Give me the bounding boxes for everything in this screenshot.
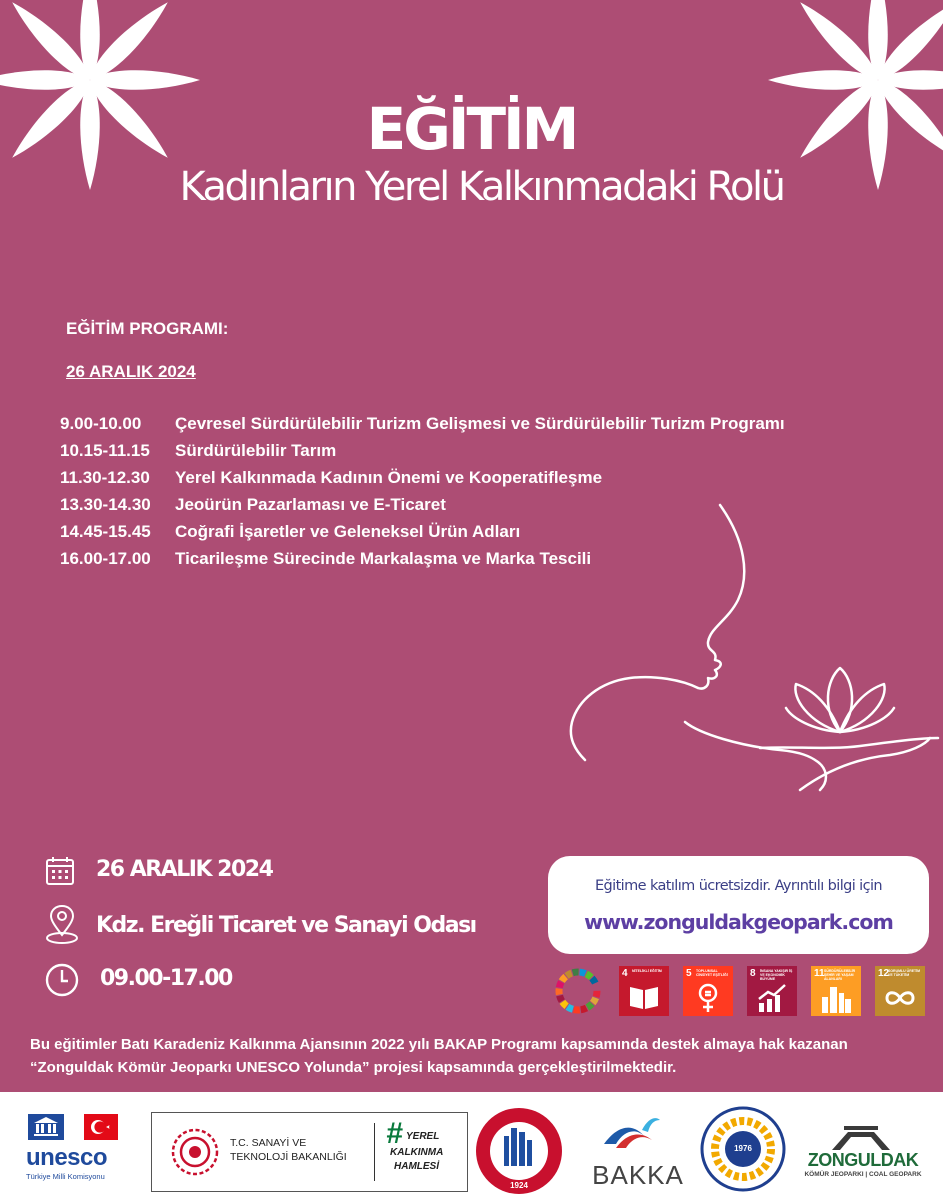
- chamber-year: 1976: [734, 1144, 752, 1153]
- bakka-wave-icon: [602, 1114, 662, 1154]
- unesco-subtitle: Türkiye Milli Komisyonu: [26, 1172, 105, 1181]
- hashtag-logo: # YEREL KALKINMA HAMLESİ: [386, 1117, 444, 1172]
- program-date: 26 ARALIK 2024: [66, 362, 196, 381]
- city-icon: [820, 983, 852, 1013]
- info-box-text: Eğitime katılım ücretsizdir. Ayrıntılı bilgi için: [595, 878, 882, 894]
- unesco-logo: [26, 1114, 121, 1182]
- session-time: 14.45-15.45: [60, 522, 151, 541]
- page-subtitle: Kadınların Yerel Kalkınmadaki Rolü: [179, 164, 784, 210]
- sdg-goal-4: 4 NİTELİKLİ EĞİTİM: [619, 966, 669, 1016]
- infinity-icon: [884, 983, 916, 1013]
- session-time: 13.30-14.30: [60, 495, 151, 514]
- gender-icon: [692, 983, 724, 1013]
- ministry-name-line2: TEKNOLOJİ BAKANLIĞI: [230, 1151, 347, 1163]
- info-hours-text: 09.00-17.00: [100, 966, 232, 991]
- growth-chart-icon: [756, 983, 788, 1013]
- sdg-goal-8: 8 İNSANA YAKIŞIR İŞ VE EKONOMİK BÜYÜME: [747, 966, 797, 1016]
- info-location-text: Kdz. Ereğli Ticaret ve Sanayi Odası: [96, 913, 476, 938]
- title-block: [0, 96, 943, 212]
- session-topic: Coğrafi İşaretler ve Geleneksel Ürün Adları: [175, 522, 521, 541]
- sdg-wheel-icon: [553, 966, 603, 1016]
- sdg-goal-11: 11 SÜRDÜRÜLEBİLİR ŞEHİR VE YAŞAM ALANLARI: [811, 966, 861, 1016]
- geopark-mine-icon: [826, 1126, 896, 1150]
- clock-icon: [44, 962, 80, 998]
- sdg-icons-row: [553, 966, 933, 1016]
- session-time: 16.00-17.00: [60, 549, 151, 568]
- session-time: 11.30-12.30: [60, 468, 150, 487]
- geopark-name: ZONGULDAK: [807, 1150, 919, 1170]
- logo-strip: [0, 1092, 943, 1200]
- location-pin-icon: [44, 905, 80, 945]
- bakka-name: BAKKA: [592, 1160, 684, 1190]
- unesco-name: unesco: [26, 1144, 108, 1171]
- session-topic: Sürdürülebilir Tarım: [175, 441, 337, 460]
- schedule-row: [60, 437, 785, 464]
- program-heading: EĞİTİM PROGRAMI:: [66, 319, 229, 338]
- session-time: 10.15-11.15: [60, 441, 150, 460]
- chamber-logo: [700, 1106, 786, 1192]
- ministry-emblem-icon: [168, 1125, 222, 1179]
- session-topic: Yerel Kalkınmada Kadının Önemi ve Kooperatifleşme: [175, 468, 603, 487]
- geopark-logo: [798, 1126, 928, 1186]
- session-time: 9.00-10.00: [60, 414, 142, 433]
- funding-note: Bu eğitimler Batı Karadeniz Kalkınma Ajansının 2022 yılı BAKAP Programı kapsamında destek almaya hak kazanan “Zonguldak Kömür Jeoparkı UNESCO Yolunda” projesi kapsamında gerçekleştirilmektedir.: [30, 1036, 848, 1076]
- geopark-subtitle: KÖMÜR JEOPARKI | COAL GEOPARK: [804, 1171, 922, 1178]
- schedule-row: [60, 464, 785, 491]
- session-topic: Jeoürün Pazarlaması ve E-Ticaret: [175, 495, 446, 514]
- university-logo: [474, 1106, 564, 1196]
- university-year: 1924: [510, 1181, 528, 1190]
- page-title: EĞİTİM: [366, 95, 577, 163]
- ministry-logo: [151, 1112, 468, 1192]
- ministry-name-line1: T.C. SANAYİ VE: [230, 1137, 307, 1149]
- calendar-icon: [44, 855, 76, 887]
- sdg-goal-5: 5 TOPLUMSAL CİNSİYET EŞİTLİĞİ: [683, 966, 733, 1016]
- woman-lotus-illustration-icon: [560, 500, 943, 800]
- turkey-flag-icon: [84, 1114, 118, 1140]
- schedule-row: [60, 410, 785, 437]
- session-topic: Çevresel Sürdürülebilir Turizm Gelişmesi ve Sürdürülebilir Turizm Programı: [175, 414, 785, 433]
- info-date-text: 26 ARALIK 2024: [96, 857, 273, 882]
- ministry-divider: [374, 1123, 375, 1181]
- sdg-goal-12: 12 SORUMLU ÜRETİM VE TÜKETİM: [875, 966, 925, 1016]
- book-icon: [628, 983, 660, 1011]
- info-box: [548, 856, 929, 954]
- session-topic: Ticarileşme Sürecinde Markalaşma ve Marka Tescili: [175, 549, 592, 568]
- unesco-temple-icon: [28, 1114, 64, 1140]
- bakka-logo: [588, 1114, 688, 1190]
- website-link[interactable]: www.zonguldakgeopark.com: [584, 910, 893, 934]
